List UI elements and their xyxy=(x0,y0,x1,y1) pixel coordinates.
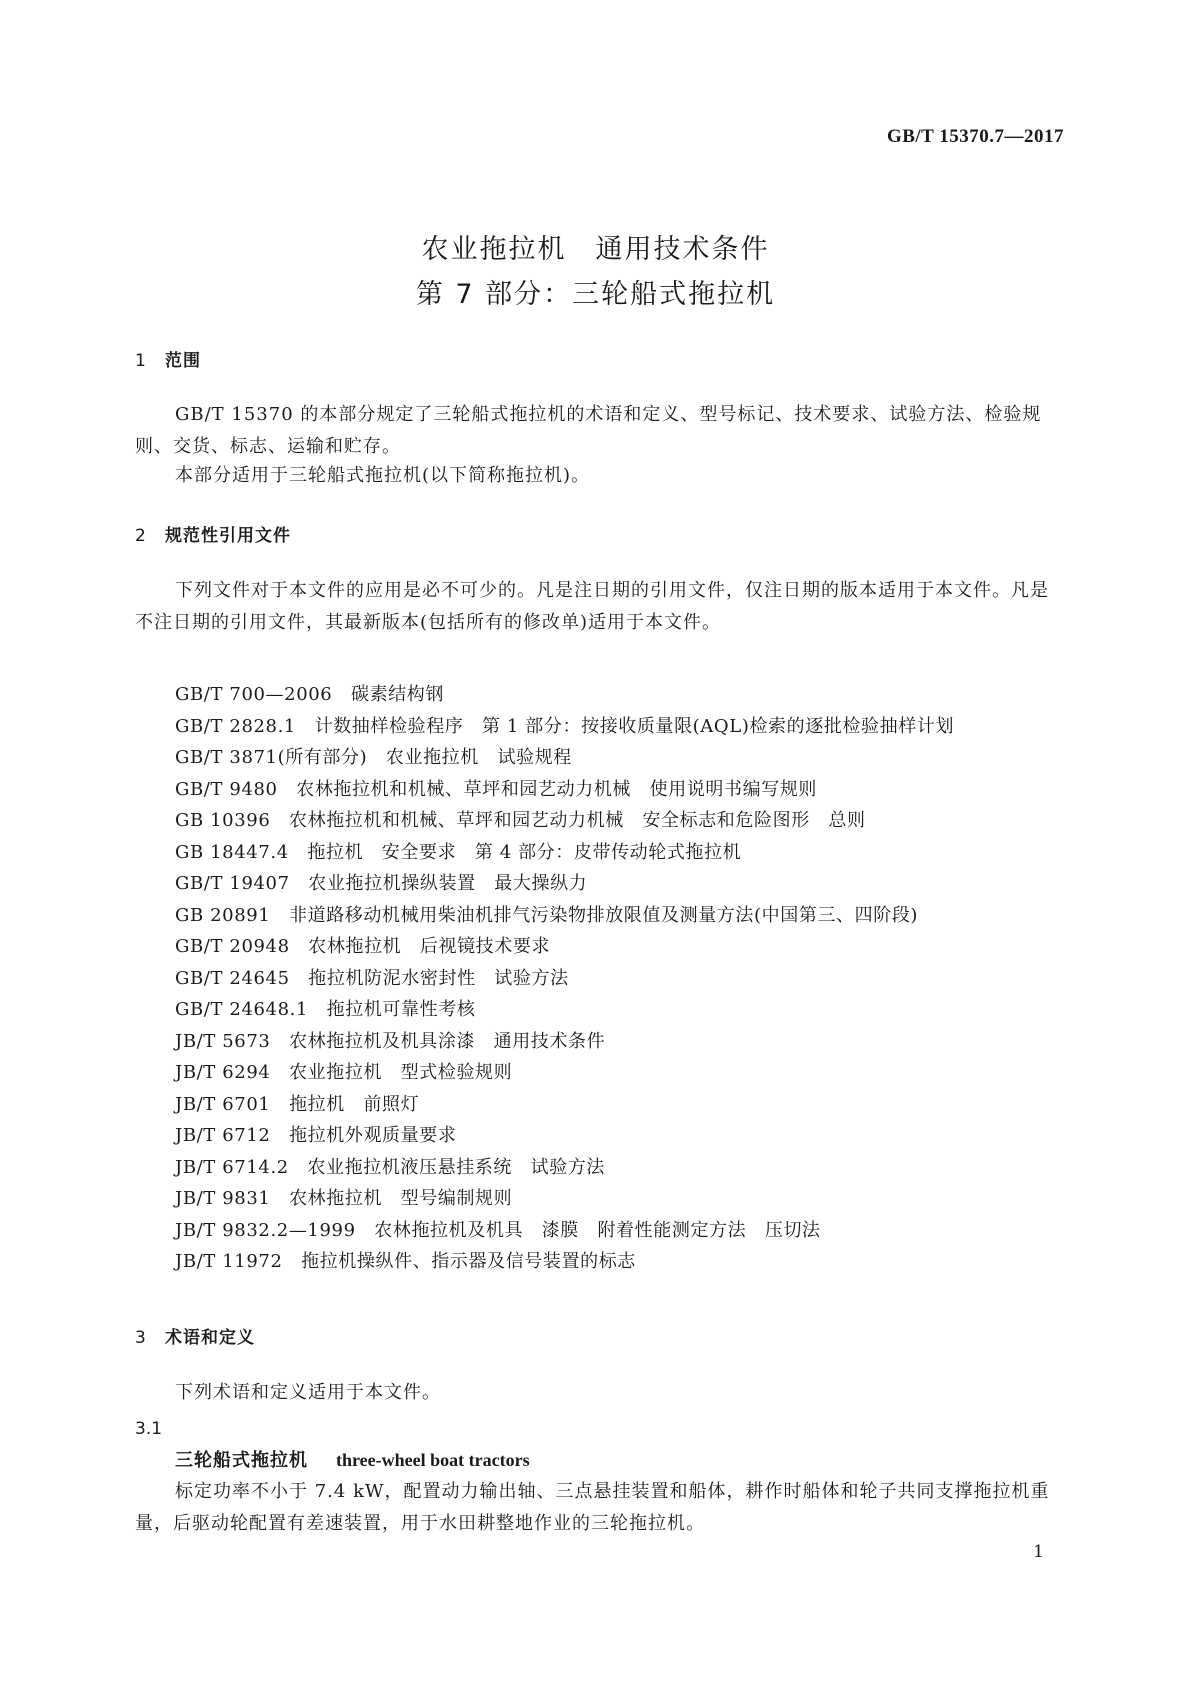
section-3-intro: 下列术语和定义适用于本文件。 xyxy=(175,1382,441,1403)
reference-item: GB/T 700—2006 碳素结构钢 xyxy=(175,684,444,705)
term-english: three-wheel boat tractors xyxy=(336,1450,530,1470)
reference-item: JB/T 5673 农林拖拉机及机具涂漆 通用技术条件 xyxy=(175,1030,606,1052)
document-title xyxy=(0,227,1191,317)
reference-item: GB/T 9480 农林拖拉机和机械、草坪和园艺动力机械 使用说明书编写规则 xyxy=(175,778,818,800)
section-1-heading xyxy=(135,346,201,371)
section-1-number: 1 xyxy=(135,351,147,371)
section-2-title: 规范性引用文件 xyxy=(165,526,291,546)
reference-item: JB/T 6714.2 农业拖拉机液压悬挂系统 试验方法 xyxy=(175,1156,606,1178)
section-3-number: 3 xyxy=(135,1328,147,1348)
reference-item: GB/T 20948 农林拖拉机 后视镜技术要求 xyxy=(175,936,551,957)
section-2-number: 2 xyxy=(135,526,147,546)
section-2-intro: 下列文件对于本文件的应用是必不可少的。凡是注日期的引用文件，仅注日期的版本适用于本文件。凡是不注日期的引用文件，其最新版本(包括所有的修改单)适用于本文件。 xyxy=(135,580,1049,633)
normative-reference-list xyxy=(175,679,1075,1278)
term-number: 3.1 xyxy=(135,1419,163,1439)
reference-item: GB 20891 非道路移动机械用柴油机排气污染物排放限值及测量方法(中国第三、四阶段) xyxy=(175,904,919,926)
reference-item: GB/T 2828.1 计数抽样检验程序 第 1 部分：按接收质量限(AQL)检索的逐批检验抽样计划 xyxy=(175,715,955,737)
title-line-2: 第 7 部分：三轮船式拖拉机 xyxy=(415,279,776,310)
reference-item: JB/T 9831 农林拖拉机 型号编制规则 xyxy=(175,1188,513,1209)
section-1-title: 范围 xyxy=(165,351,201,371)
reference-item: JB/T 11972 拖拉机操纵件、指示器及信号装置的标志 xyxy=(175,1251,636,1272)
term-chinese: 三轮船式拖拉机 xyxy=(175,1450,308,1471)
reference-item: GB 10396 农林拖拉机和机械、草坪和园艺动力机械 安全标志和危险图形 总则 xyxy=(175,810,866,831)
section-3-title: 术语和定义 xyxy=(165,1328,255,1348)
reference-item: JB/T 9832.2—1999 农林拖拉机及机具 漆膜 附着性能测定方法 压切法 xyxy=(175,1219,821,1241)
reference-item: JB/T 6701 拖拉机 前照灯 xyxy=(175,1093,420,1115)
term-heading xyxy=(175,1446,530,1472)
section-1-paragraph-1: GB/T 15370 的本部分规定了三轮船式拖拉机的术语和定义、型号标记、技术要求、试验方法、检验规则、交货、标志、运输和贮存。 xyxy=(135,404,1042,457)
term-definition: 标定功率不小于 7.4 kW，配置动力输出轴、三点悬挂装置和船体，耕作时船体和轮子共同支撑拖拉机重量，后驱动轮配置有差速装置，用于水田耕整地作业的三轮拖拉机。 xyxy=(135,1481,1050,1534)
reference-item: JB/T 6712 拖拉机外观质量要求 xyxy=(175,1125,457,1146)
reference-item: GB/T 24645 拖拉机防泥水密封性 试验方法 xyxy=(175,967,569,989)
reference-item: JB/T 6294 农业拖拉机 型式检验规则 xyxy=(175,1062,513,1083)
title-line-1: 农业拖拉机 通用技术条件 xyxy=(421,234,770,265)
reference-item: GB/T 3871(所有部分) 农业拖拉机 试验规程 xyxy=(175,747,572,768)
reference-item: GB/T 19407 农业拖拉机操纵装置 最大操纵力 xyxy=(175,873,588,894)
section-3-heading xyxy=(135,1323,255,1348)
reference-item: GB/T 24648.1 拖拉机可靠性考核 xyxy=(175,999,476,1020)
reference-item: GB 18447.4 拖拉机 安全要求 第 4 部分：皮带传动轮式拖拉机 xyxy=(175,841,742,863)
section-1-paragraph-2: 本部分适用于三轮船式拖拉机(以下简称拖拉机)。 xyxy=(175,465,591,486)
standard-code: GB/T 15370.7—2017 xyxy=(886,126,1064,147)
section-2-heading xyxy=(135,521,291,546)
page-number: 1 xyxy=(1033,1542,1044,1562)
